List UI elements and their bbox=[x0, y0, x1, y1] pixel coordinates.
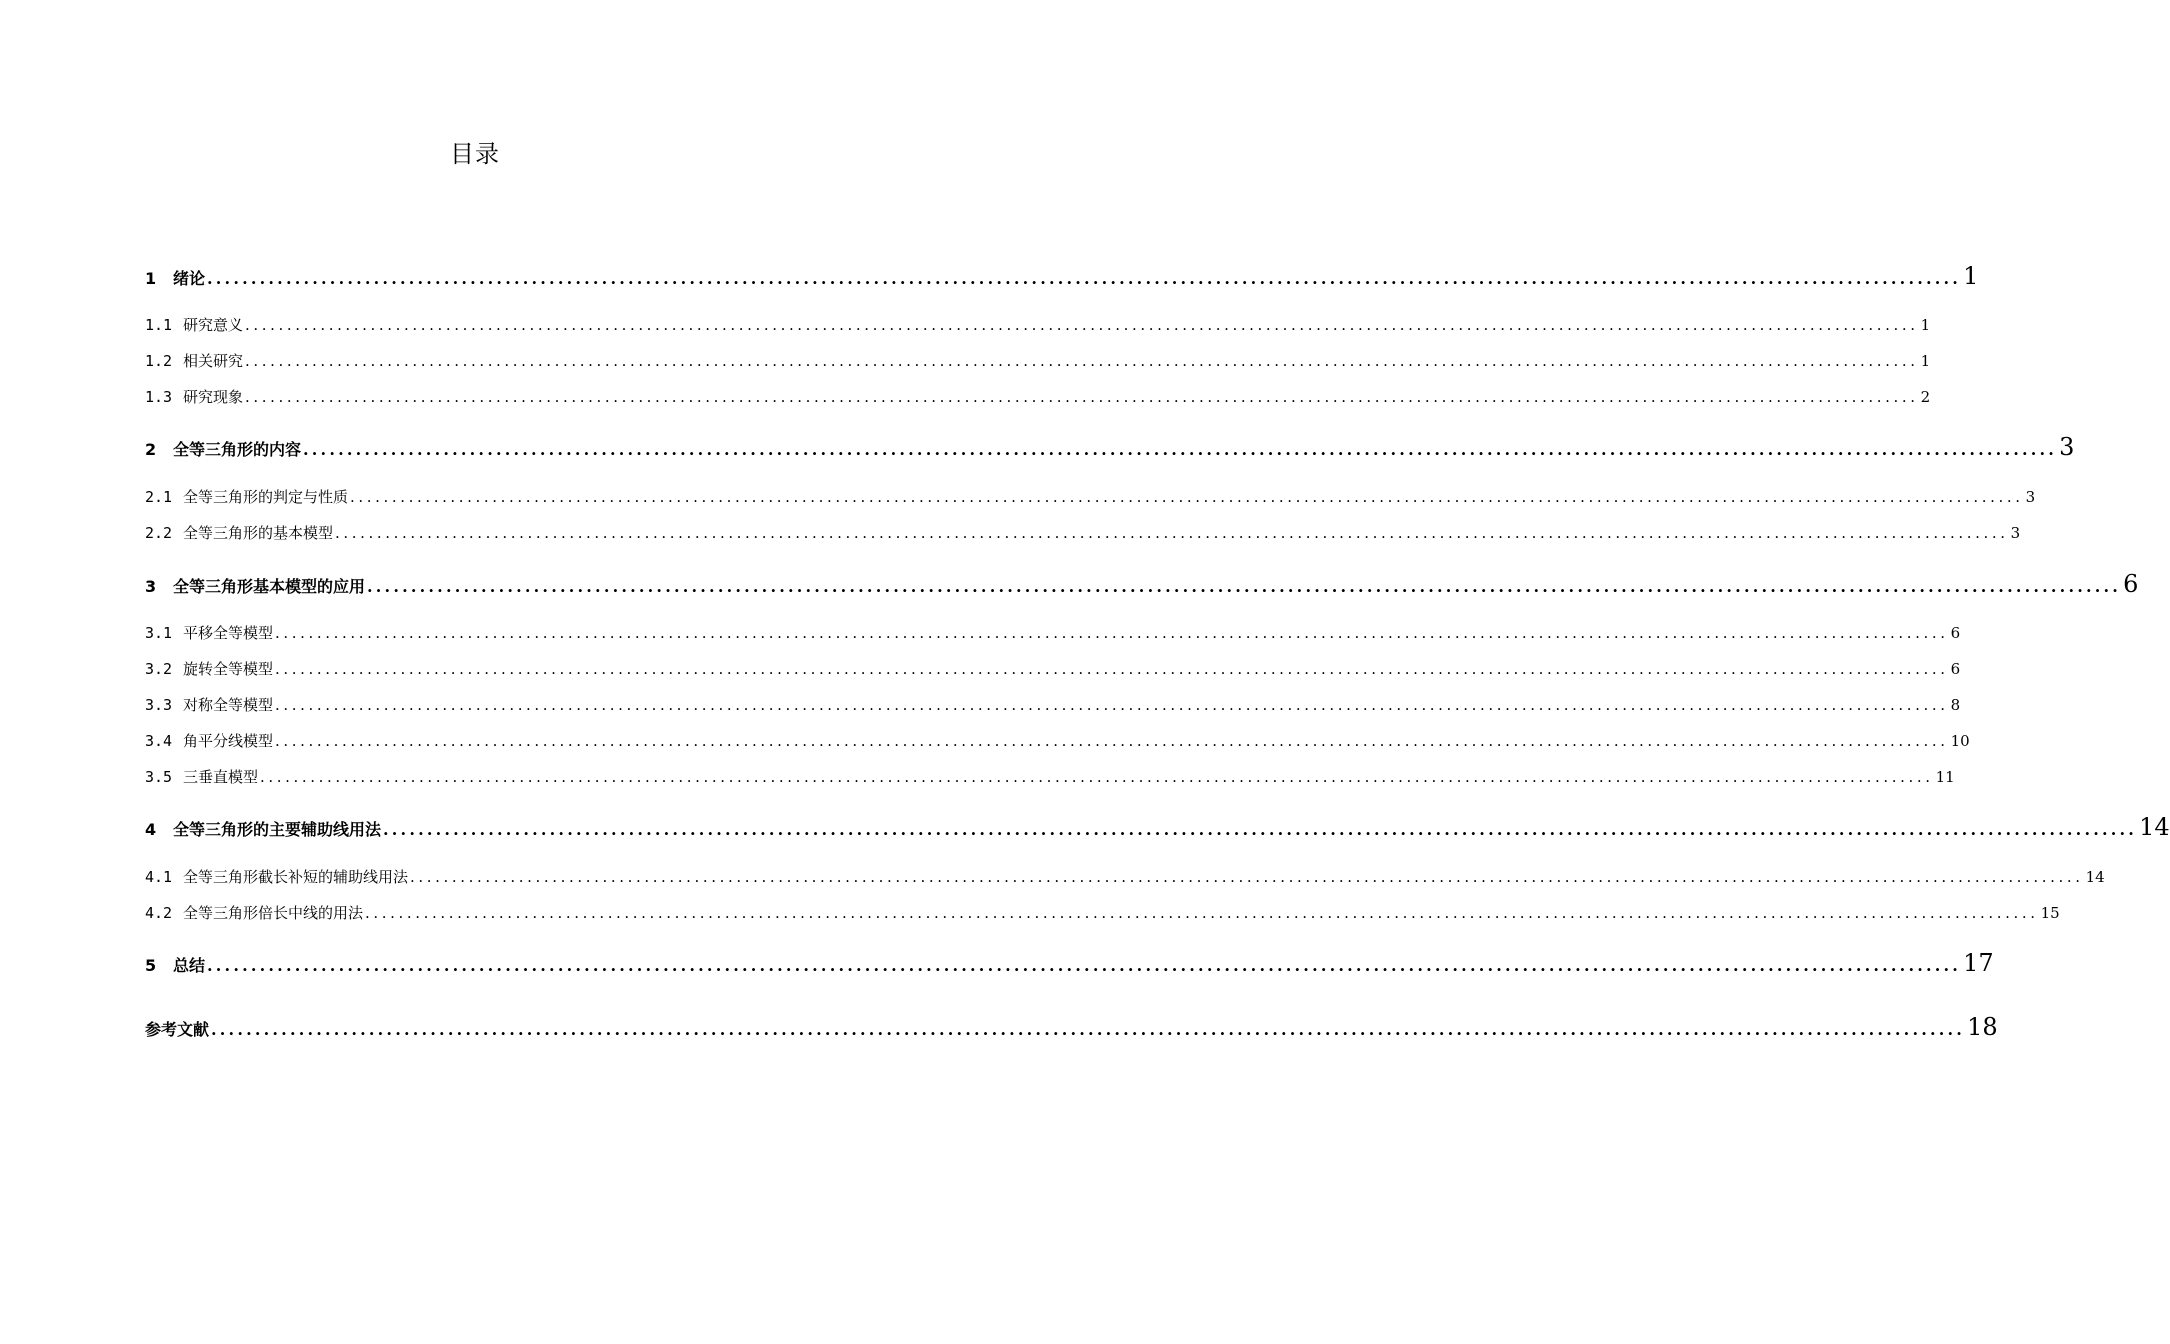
toc-entry-page-number: 6 bbox=[1950, 660, 1961, 678]
toc-entry-page-number: 6 bbox=[1950, 624, 1961, 642]
toc-entry-label: 全等三角形的基本模型 bbox=[183, 524, 334, 542]
toc-chapter-entry[interactable] bbox=[145, 813, 2170, 841]
toc-entry-label: 全等三角形的判定与性质 bbox=[183, 488, 349, 506]
toc-chapter-entry[interactable] bbox=[145, 570, 2139, 598]
toc-dot-leader: ........................................................................................................................................................................................................ bbox=[275, 732, 1949, 750]
toc-entry-label: 研究现象 bbox=[183, 388, 244, 406]
toc-entry-number: 2 bbox=[145, 440, 157, 459]
toc-entry-number: 3.3 bbox=[145, 696, 173, 714]
toc-entry-number: 3.4 bbox=[145, 732, 173, 750]
toc-entry-label: 三垂直模型 bbox=[183, 768, 259, 786]
toc-entry-label: 总结 bbox=[173, 956, 206, 975]
toc-dot-leader: ........................................................................................................................................................................................................ bbox=[410, 868, 2084, 886]
toc-entry-number: 4.1 bbox=[145, 868, 173, 886]
toc-entry-number: 2.1 bbox=[145, 488, 173, 506]
toc-section-entry[interactable] bbox=[145, 730, 1970, 751]
toc-entry-label: 全等三角形倍长中线的用法 bbox=[183, 904, 364, 922]
toc-section-entry[interactable] bbox=[145, 902, 2060, 923]
toc-entry-page-number: 18 bbox=[1967, 1013, 1998, 1041]
toc-entry-number: 3.2 bbox=[145, 660, 173, 678]
toc-dot-leader: ........................................................................................................................................................................................................ bbox=[335, 524, 2009, 542]
toc-dot-leader: ........................................................................................................................................................................................................ bbox=[367, 577, 2122, 596]
toc-chapter-entry[interactable] bbox=[145, 262, 1979, 290]
toc-entry-number: 3.5 bbox=[145, 768, 173, 786]
toc-entry-page-number: 15 bbox=[2040, 904, 2060, 922]
toc-entry-number: 3.1 bbox=[145, 624, 173, 642]
toc-dot-leader: ........................................................................................................................................................................................................ bbox=[245, 388, 1919, 406]
toc-section-entry[interactable] bbox=[145, 766, 1955, 787]
toc-entry-number: 4.2 bbox=[145, 904, 173, 922]
toc-entry-label: 旋转全等模型 bbox=[183, 660, 274, 678]
toc-section-entry[interactable] bbox=[145, 386, 1931, 407]
toc-entry-number: 1 bbox=[145, 269, 157, 288]
toc-entry-page-number: 3 bbox=[2059, 433, 2075, 461]
toc-entry-page-number: 3 bbox=[2025, 488, 2036, 506]
toc-entry-number: 4 bbox=[145, 820, 157, 839]
toc-entry-page-number: 17 bbox=[1963, 949, 1994, 977]
toc-title: 目录 bbox=[450, 140, 500, 168]
toc-entry-label: 相关研究 bbox=[183, 352, 244, 370]
toc-entry-page-number: 1 bbox=[1920, 316, 1931, 334]
toc-entry-number: 1.1 bbox=[145, 316, 173, 334]
toc-entry-page-number: 3 bbox=[2010, 524, 2021, 542]
toc-entry-number: 5 bbox=[145, 956, 157, 975]
toc-entry-page-number: 2 bbox=[1920, 388, 1931, 406]
toc-dot-leader: ........................................................................................................................................................................................................ bbox=[303, 440, 2058, 459]
toc-dot-leader: ........................................................................................................................................................................................................ bbox=[260, 768, 1934, 786]
toc-chapter-entry[interactable] bbox=[145, 433, 2075, 461]
toc-entry-page-number: 11 bbox=[1935, 768, 1955, 786]
toc-entry-page-number: 14 bbox=[2085, 868, 2105, 886]
toc-dot-leader: ........................................................................................................................................................................................................ bbox=[207, 269, 1962, 288]
toc-section-entry[interactable] bbox=[145, 314, 1931, 335]
toc-dot-leader: ........................................................................................................................................................................................................ bbox=[245, 316, 1919, 334]
toc-entry-page-number: 1 bbox=[1963, 262, 1979, 290]
toc-dot-leader: ........................................................................................................................................................................................................ bbox=[245, 352, 1919, 370]
toc-entry-label: 全等三角形截长补短的辅助线用法 bbox=[183, 868, 409, 886]
toc-chapter-entry[interactable] bbox=[145, 949, 1994, 977]
toc-section-entry[interactable] bbox=[145, 622, 1961, 643]
toc-chapter-entry[interactable] bbox=[145, 1013, 1998, 1041]
toc-entry-page-number: 1 bbox=[1920, 352, 1931, 370]
toc-section-entry[interactable] bbox=[145, 658, 1961, 679]
toc-entry-label: 平移全等模型 bbox=[183, 624, 274, 642]
toc-dot-leader: ........................................................................................................................................................................................................ bbox=[275, 624, 1949, 642]
toc-dot-leader: ........................................................................................................................................................................................................ bbox=[275, 696, 1949, 714]
toc-entry-label: 参考文献 bbox=[145, 1020, 210, 1039]
toc-dot-leader: ........................................................................................................................................................................................................ bbox=[350, 488, 2024, 506]
toc-entry-number: 2.2 bbox=[145, 524, 173, 542]
toc-section-entry[interactable] bbox=[145, 694, 1961, 715]
toc-dot-leader: ........................................................................................................................................................................................................ bbox=[275, 660, 1949, 678]
toc-entry-page-number: 8 bbox=[1950, 696, 1961, 714]
toc-entry-label: 全等三角形的内容 bbox=[173, 440, 302, 459]
toc-entry-number: 3 bbox=[145, 577, 157, 596]
toc-section-entry[interactable] bbox=[145, 866, 2105, 887]
toc-section-entry[interactable] bbox=[145, 486, 2036, 507]
toc-entry-page-number: 10 bbox=[1950, 732, 1970, 750]
toc-dot-leader: ........................................................................................................................................................................................................ bbox=[211, 1020, 1966, 1039]
toc-section-entry[interactable] bbox=[145, 350, 1931, 371]
toc-entry-page-number: 14 bbox=[2139, 813, 2170, 841]
toc-section-entry[interactable] bbox=[145, 522, 2021, 543]
toc-entry-label: 绪论 bbox=[173, 269, 206, 288]
toc-entry-number: 1.3 bbox=[145, 388, 173, 406]
toc-entry-label: 全等三角形的主要辅助线用法 bbox=[173, 820, 382, 839]
toc-entry-label: 全等三角形基本模型的应用 bbox=[173, 577, 366, 596]
toc-dot-leader: ........................................................................................................................................................................................................ bbox=[365, 904, 2039, 922]
toc-entry-label: 角平分线模型 bbox=[183, 732, 274, 750]
toc-dot-leader: ........................................................................................................................................................................................................ bbox=[207, 956, 1962, 975]
toc-entry-label: 研究意义 bbox=[183, 316, 244, 334]
toc-dot-leader: ........................................................................................................................................................................................................ bbox=[383, 820, 2138, 839]
toc-entry-number: 1.2 bbox=[145, 352, 173, 370]
toc-entry-label: 对称全等模型 bbox=[183, 696, 274, 714]
toc-entry-page-number: 6 bbox=[2123, 570, 2139, 598]
